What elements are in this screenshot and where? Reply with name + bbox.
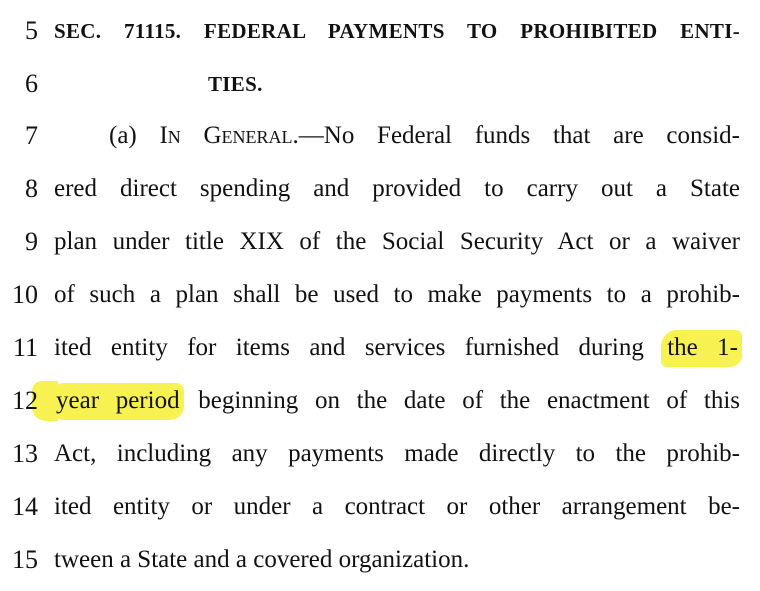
subsection-text: [109, 116, 740, 156]
body-text-segment: beginning on the date of the enactment of this: [181, 387, 740, 414]
section-heading-continued: TIES.: [208, 72, 263, 96]
body-text: [54, 328, 740, 368]
line-8: [0, 169, 760, 209]
subsection-marker: (a): [109, 122, 160, 149]
line-number: 5: [25, 16, 38, 45]
line-5: [0, 11, 760, 51]
line-number: 7: [25, 121, 38, 150]
subsection-body: —No Federal funds that are consid-: [298, 122, 740, 149]
body-text: ited entity or under a contract or other arrangement be-: [54, 493, 740, 520]
line-15: [0, 540, 760, 580]
highlighted-text: year period: [54, 385, 182, 418]
body-text: plan under title XIX of the Social Security Act or a waiver: [54, 228, 740, 255]
line-number: 9: [25, 227, 38, 256]
body-text-segment: ited entity for items and services furnished during: [54, 334, 664, 361]
line-number: 14: [12, 492, 38, 521]
line-9: [0, 222, 760, 262]
highlighted-text: the 1-: [663, 332, 740, 365]
line-14: [0, 487, 760, 527]
subsection-heading: In General.: [159, 122, 299, 149]
line-12: [0, 381, 760, 421]
line-6: [0, 64, 760, 104]
line-number: 6: [25, 69, 38, 98]
line-13: [0, 434, 760, 474]
line-number: 12: [12, 386, 38, 415]
line-number: 10: [12, 280, 38, 309]
body-text: tween a State and a covered organization.: [54, 546, 470, 573]
section-heading: SEC. 71115. FEDERAL PAYMENTS TO PROHIBITED ENTI-: [54, 19, 740, 43]
body-text: Act, including any payments made directly to the prohib-: [54, 440, 740, 467]
line-7: [0, 116, 760, 156]
body-text: of such a plan shall be used to make payments to a prohib-: [54, 281, 740, 308]
line-10: [0, 275, 760, 315]
line-number: 8: [25, 174, 38, 203]
line-number: 15: [12, 545, 38, 574]
line-number: 13: [12, 439, 38, 468]
line-number: 11: [12, 333, 38, 362]
line-11: [0, 328, 760, 368]
body-text: ered direct spending and provided to carry out a State: [54, 175, 740, 202]
body-text: [54, 381, 740, 421]
